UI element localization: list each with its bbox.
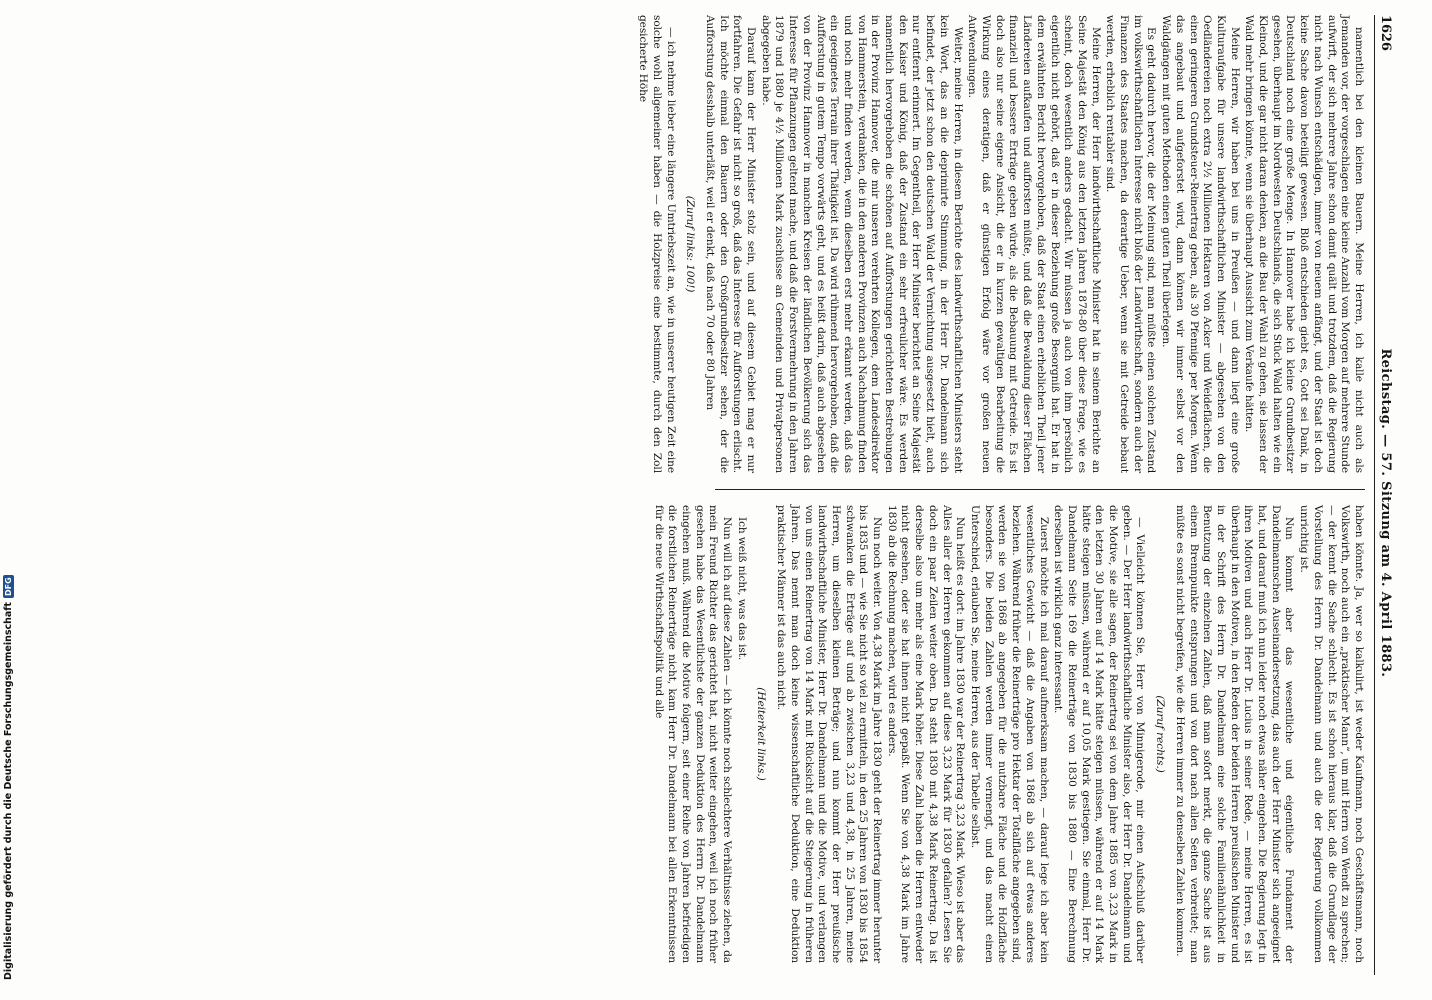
- digitization-notice: Digitalisierung gefördert durch die Deutsche Forschungsgemeinschaft: [2, 602, 14, 980]
- paragraph: Zuerst möchte ich mal darauf aufmerksam machen, — darauf lege ich aber kein wesentliches Gewicht — daß die Angaben von 1868 ab sich auf etwas anderes beziehen. Während früher die Reinerträge pro Hektar der Totalfläche angegeben sind, werden sie von 1868 ab angegeben für die nutzbare Fläche und die Holzfläche besonders. Die beiden Zahlen werden immer vermengt, und das macht einen Unterschied, erlauben Sie, meine Herren, aus der Tabelle selbst.: [969, 505, 1050, 963]
- paragraph: Nun heißt es dort: im Jahre 1830 war der Reinertrag 3,23 Mark. Wieso ist aber das Alles aller der Herren gekommen auf diese 3,23 Mark für 1830 gefallen? Lesen Sie doch ein paar Zeilen weiter oben. Da steht 1830 mit 4,38 Mark Reinertrag. Da ist derselbe also um mehr als eine Mark höher. Diese Zahl haben die Herren entweder nicht gesehen, oder sie hat ihnen nicht gepaßt. Wenn Sie von 4,38 Mark im Jahre 1830 ab die Rechnung machen, wird es anders.: [885, 505, 967, 963]
- paragraph: Nun noch weiter. Von 4,38 Mark im Jahre 1830 geht der Reinertrag immer herunter bis 1835 und — wie Sie nicht so viel zu ermitteln, in den 25 Jahren von 1830 bis 1854 schwanken die Erträge auf und ab zwischen 3,23 und 4,38, in 25 Jahren, meine Herren, um dieselben kleinen Beträge; und nun kommt der Herr preußische landwirthschaftliche Minister, Herr Dr. Dandelmann und die Motive, und verlangen von uns einen Reinertrag von 14 Mark mit Rücksicht auf die Steigerung in früheren Jahren. Das nennt man doch keine wissenschaftliche Deduktion, eine Deduktion praktischer Männer ist das auch nicht.: [775, 505, 884, 963]
- paragraph: Nun will ich auf diese Zahlen — ich könnte noch schlechtere Verhältnisse ziehen, da mein Freund Richter das gerichtet hat, nicht weiter eingehen, weil ich noch früher gesehen habe das Wesentlichste der ganzen Deduktion des Herrn Dr. Dandelmann eingehen muß. Während die Motive folgern, seit einer Reihe von Jahren befriedigen die forstlichen Reinerträge nicht, kam Herr Dr. Dandelmann bei allen Erkenntnissen für die neue Wirthschaftspolitik und alle: [652, 505, 734, 963]
- column-divider: [715, 489, 1365, 490]
- running-head: [1374, 15, 1395, 975]
- paragraph: Darauf kann der Herr Minister stolz sein, und auf diesem Gebiet mag er nur fortfahren. Die Gefahr ist nicht so groß, daß das Interesse für Aufforstungen erlischt. Ich möchte einmal den Bauern oder den Großgrundbesitzer sehen, der die Aufforstung desshalb unterläßt, weil er denkt, daß nach 70 oder 80 Jahren: [703, 15, 758, 473]
- paragraph: haben könnte. Ja, wer so kalkulirt, ist weder Kaufmann, noch Geschäftsmann, noch Volkswirth, noch auch ein „praktischer Mann“, um mit Herrn von Wendt zu sprechen; — der kennt die Sache schlecht. Es ist schon hieraus klar, daß die Grundlage der Vorstellung des Herrn Dr. Dandelmann und auch die der Regierung vollkommen unrichtig ist.: [1298, 505, 1365, 963]
- dfg-notice: [1, 550, 15, 980]
- paragraph: — ich nehme lieber eine längere Umtriebszeit an, wie in unserer heutigen Zeit eine solche wohl allgemeiner haben — die Holzpreise eine bestimmte, durch den Zoll gesicherte Höhe: [637, 15, 677, 473]
- paragraph: Weiter, meine Herren, in diesem Berichte des landwirthschaftlichen Ministers steht kein Wort, das an die deprimirte Stimmung, in der Herr Dr. Dandelmann sich befindet, der jetzt schon den deutschen Wald der Vernichtung ausgesetzt hielt, auch nur entfernt erinnert. Im Gegentheil, der Herr Minister berichtet an Seine Majestät den Kaiser und König, daß der Zustand ein sehr erfreulicher wäre. Es werden namentlich hervorgehoben die schönen auf Aufforstungen gerichteten Bestrebungen in der Provinz Hannover, die mir unseren verehrten Kollegen, dem Landesdirektor von Hammerstein, verdanken, die in den anderen Provinzen auch Nachahmung finden und noch mehr finden werden, wenn dieselben erst mehr erkannt werden, daß das ein geeignetes Terrain ihrer Thätigkeit ist. Da wird rühmend hervorgehoben, daß die Aufforstung in gutem Tempo vorwärts geht, und es heißt darin, daß auch abgesehen von der Provinz Hannover in manchen Kreisen der ländlichen Bevölkerung sich das Interesse für Pflanzungen geltend mache, und daß die Forstvermehrung in den Jahren 1879 und 1880 je 4½ Millionen Mark zuschüsse an Gemeinden und Privatpersonen abgegeben habe.: [759, 15, 964, 473]
- paragraph: — Vielleicht können Sie, Herr von Minnigerode, mir einen Aufschluß darüber geben. — Der Herr landwirthschaftliche Minister also, der Herr Dr. Dandelmann und die Motive, sie alle sagen, der Reinertrag sei von dem Jahre 1885 von 3,23 Mark in den letzten 30 Jahren auf 14 Mark hätte steigen müssen, während er auf 14 Mark hätte steigen müssen, während er auf 10,05 Mark gestiegen. Sie einmal, Herr Dr. Dandelmann Seite 169 die Reinerträge von 1830 bis 1880 — Eine Berechnung derselben ist wirklich ganz interessant.: [1052, 505, 1147, 963]
- stage-direction: (Zuruf rechts.): [1154, 695, 1167, 773]
- paragraph: Ich weiß nicht, was das ist.: [735, 517, 748, 661]
- stage-direction: (Zuruf links: 100!): [684, 195, 697, 293]
- rotated-content: [5, 15, 1395, 975]
- left-column: [634, 15, 1365, 473]
- dfg-logo: DFG: [3, 577, 13, 597]
- right-column: [650, 505, 1365, 963]
- page-number: 1626: [1377, 15, 1393, 51]
- paragraph: namentlich bei den kleinen Bauern. Meine Herren, ich kalle nicht auch als Jemanden vor, der vorgeschlagen eine kleine Anzahl vom Morgen auf mehrere Stunde aufwirft, der sich mehrere Jahre schon damit quält und trotzdem, daß die Regierung nicht nach Wunsch entschädigen, immer von neuem anfängt, und der Staat ist doch keine Sache davon beteiligt gewesen. Bloß entschieden giebt es, Gott sei Dank, in Deutschland noch eine große Menge. In Hannover habe ich kleine Grundbesitzer gesehen, überhaupt im Nordwesten Deutschlands, die sich Stück Wald halten wie ein Kleinod, und die gar nicht daran denken, an die Bau der Wahl zu gehen, sie lassen der Wald mehr bringen könnte, wenn sie überhaupt Aussicht zum Verkaufe hätten.: [1243, 15, 1365, 473]
- paragraph: Es geht dadurch hervor, die der Meinung sind, man müßte einen solchen Zustand im volkswirthschaftlichen Interesse nicht bloß der Landwirthschaft, sondern auch der Finanzen des Staates machen, da derartige Ueber, wenn sie mit Getreide bebaut werden, erheblich rentabler sind.: [1104, 15, 1158, 473]
- page-title: Reichstag. — 57. Sitzung am 4. April 1883.: [1377, 348, 1393, 678]
- stage-direction: (Heiterkeit links.): [755, 687, 768, 781]
- paragraph: Nun kommt aber das wesentliche und eigentliche Fundament der Dandelmannschen Auseinandersetzung, das auch der Herr Minister sich angeeignet hat, und darauf muß ich nun leider noch etwas näher eingehen. Die Regierung legt in ihren Motiven und auch Herr Dr. Lucius in seiner Rede, — meine Herren, es ist überhaupt in den Motiven, in den Reden der beiden Herren preußischen Minister und in der Schrift des Herrn Dr. Dandelmann eine solche Familienähnlichkeit in Benutzung der einzelnen Zahlen, daß man sofort merkt, die ganze Sache ist aus einem Brennpunkte entsprungen und von dort nach allen Seiten verbreitet; man müßte es sonst nicht begreifen, wie die Herren immer zu denselben Zahlen kommen.: [1173, 505, 1296, 963]
- paragraph: Meine Herren, der Herr landwirthschaftliche Minister hat in seinem Berichte an Seine Majestät den König aus den letzten Jahren 1878-80 über diese Frage, wie es scheint, doch wesentlich anders gedacht. Wir müssen ja auch von ihm persönlich eigentlich nicht gehört, daß er in dieser Beziehung große Besorgniß hat. Er hat in dem erwähnten Bericht hervorgehoben, daß der Staat einen erheblichen Theil jener Ländereien aufkaufen und aufforsten müßte, und daß die Bewaldung dieser Flächen finanziell und bessere Erträge geben würde, als die Bebauung mit Getreide. Es ist doch also nur seine eigene Ansicht, die er in kurzen gewaltigen Bearbeitung die Wirkung eines deratigen, daß er günstigen Erfolg wäre vor großen neuen Aufwendungen.: [966, 15, 1102, 473]
- paragraph: Meine Herren, wir haben bei uns in Preußen — und dann liegt eine große Kulturaufgabe für unsere landwirthschaftlichen Minister — abgesehen von den Oedländereien noch extra 2½ Millionen Hektaren von Acker und Weideflächen, die einen geringeren Grundsteuer-Reinertrag geben, als 30 Pfennige per Morgen. Wenn das angebaut und aufgeforstet wird, dann können wir immer selbst vor den Waldgängen mit guten Methoden einen guten Theil überlegen.: [1160, 15, 1241, 473]
